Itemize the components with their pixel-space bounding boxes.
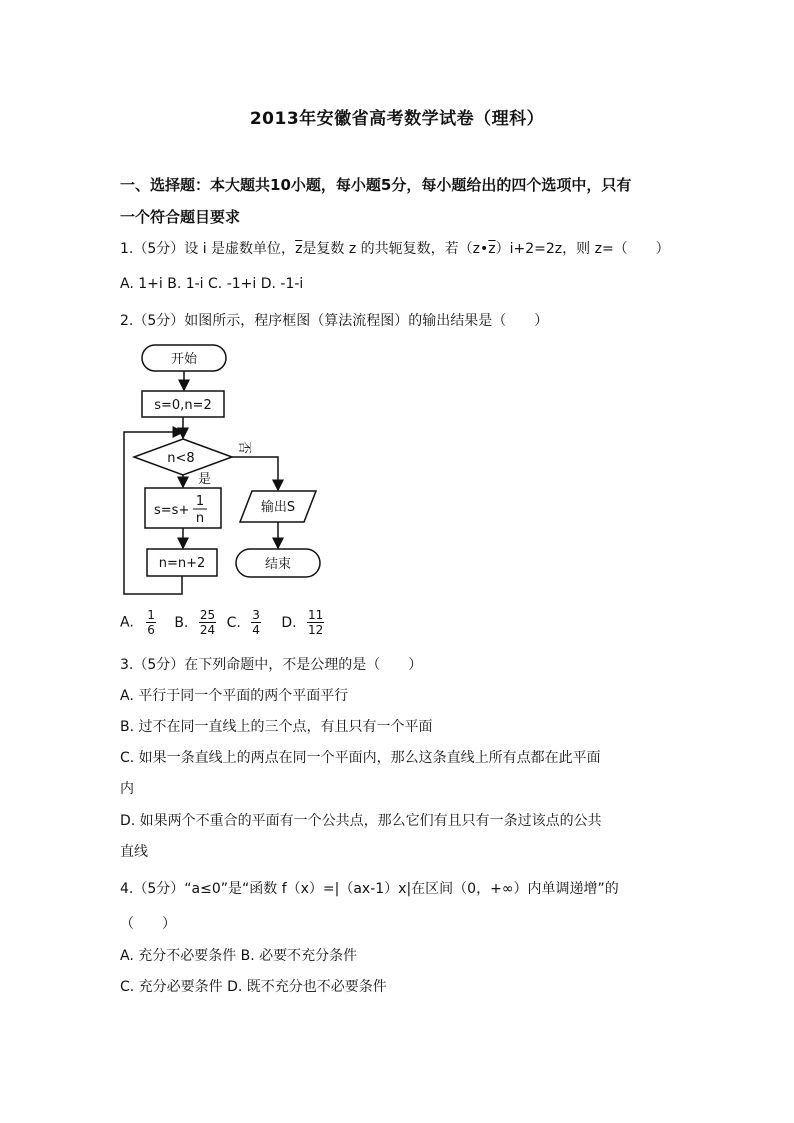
- q1-part2: 是复数 z 的共轭复数，若（z•: [302, 241, 489, 257]
- q2-option-a-denominator: 6: [147, 623, 155, 637]
- flowchart-sum-frac-num: 1: [195, 494, 205, 509]
- question-3-option-c-line2: 内: [120, 781, 134, 797]
- question-2-stem: 2.（5分）如图所示，程序框图（算法流程图）的输出结果是（ ）: [120, 313, 549, 329]
- question-3-option-c-line1: C. 如果一条直线上的两点在同一个平面内，那么这条直线上所有点都在此平面: [120, 750, 601, 766]
- flowchart: [118, 340, 338, 602]
- flowchart-sum-frac-den: n: [195, 511, 205, 526]
- flowchart-yes-label: 是: [198, 472, 212, 487]
- flowchart-output-label: 输出S: [260, 500, 296, 515]
- flowchart-increment-label: n=n+2: [158, 556, 206, 571]
- question-4-options-cd: C. 充分必要条件 D. 既不充分也不必要条件: [120, 979, 387, 995]
- q2-option-c-denominator: 4: [252, 623, 260, 637]
- question-1-stem: [120, 238, 670, 258]
- flowchart-arrow-no: [232, 457, 278, 490]
- q2-option-d-numerator: 11: [308, 608, 324, 622]
- q1-part1: 1.（5分）设 i 是虚数单位，: [120, 241, 296, 257]
- section-heading-line1: 一、选择题：本大题共10小题，每小题5分，每小题给出的四个选项中，只有: [120, 176, 632, 194]
- question-3-option-b: B. 过不在同一直线上的三个点，有且只有一个平面: [120, 719, 433, 735]
- question-4-stem-line1: 4.（5分）“a≤0”是“函数 f（x）=|（ax-1）x|在区间（0，+∞）内单调递增”的: [120, 881, 619, 897]
- flowchart-init-label: s=0,n=2: [154, 398, 212, 413]
- flowchart-condition-label: n<8: [167, 451, 195, 466]
- question-4-options-ab: A. 充分不必要条件 B. 必要不充分条件: [120, 948, 358, 964]
- q2-option-d-denominator: 12: [308, 623, 324, 637]
- flowchart-no-label: 否: [236, 441, 251, 455]
- q2-option-b-label: B.: [174, 614, 189, 631]
- q2-option-c-fraction: [251, 608, 261, 637]
- q2-option-d-fraction: [307, 608, 324, 637]
- question-2-options: [120, 608, 326, 637]
- page-title: 2013年安徽省高考数学试卷（理科）: [249, 109, 545, 129]
- q2-option-d-label: D.: [281, 614, 297, 631]
- q1-conjugate-z: $\overline{z}$: [295, 241, 303, 257]
- q2-option-a-numerator: 1: [147, 608, 155, 622]
- q2-option-b-denominator: 24: [199, 623, 216, 637]
- flowchart-end-label: 结束: [264, 557, 292, 572]
- q2-option-c-label: C.: [226, 614, 241, 631]
- flowchart-sum-label: s=s+: [154, 503, 190, 518]
- question-3-option-d-line1: D. 如果两个不重合的平面有一个公共点，那么它们有且只有一条过该点的公共: [120, 813, 602, 829]
- question-3-option-a: A. 平行于同一个平面的两个平面平行: [120, 688, 349, 704]
- q2-option-c-numerator: 3: [252, 608, 260, 622]
- question-3-option-d-line2: 直线: [120, 844, 148, 860]
- q2-option-a-fraction: [146, 608, 156, 637]
- question-1-options: A. 1+i B. 1-i C. -1+i D. -1-i: [120, 276, 304, 292]
- section-heading-line2: 一个符合题目要求: [120, 208, 241, 226]
- q1-part3: ）i+2=2z，则 z=（ ）: [495, 241, 670, 257]
- question-3-stem: 3.（5分）在下列命题中，不是公理的是（ ）: [120, 657, 423, 673]
- q1-conjugate-z2: $\overline{z}$: [488, 241, 496, 257]
- q2-option-b-numerator: 25: [199, 608, 216, 622]
- q2-option-b-fraction: [199, 608, 216, 637]
- flowchart-start-label: 开始: [170, 352, 198, 367]
- question-4-stem-line2: （ ）: [120, 916, 176, 932]
- q2-option-a-label: A.: [120, 614, 134, 631]
